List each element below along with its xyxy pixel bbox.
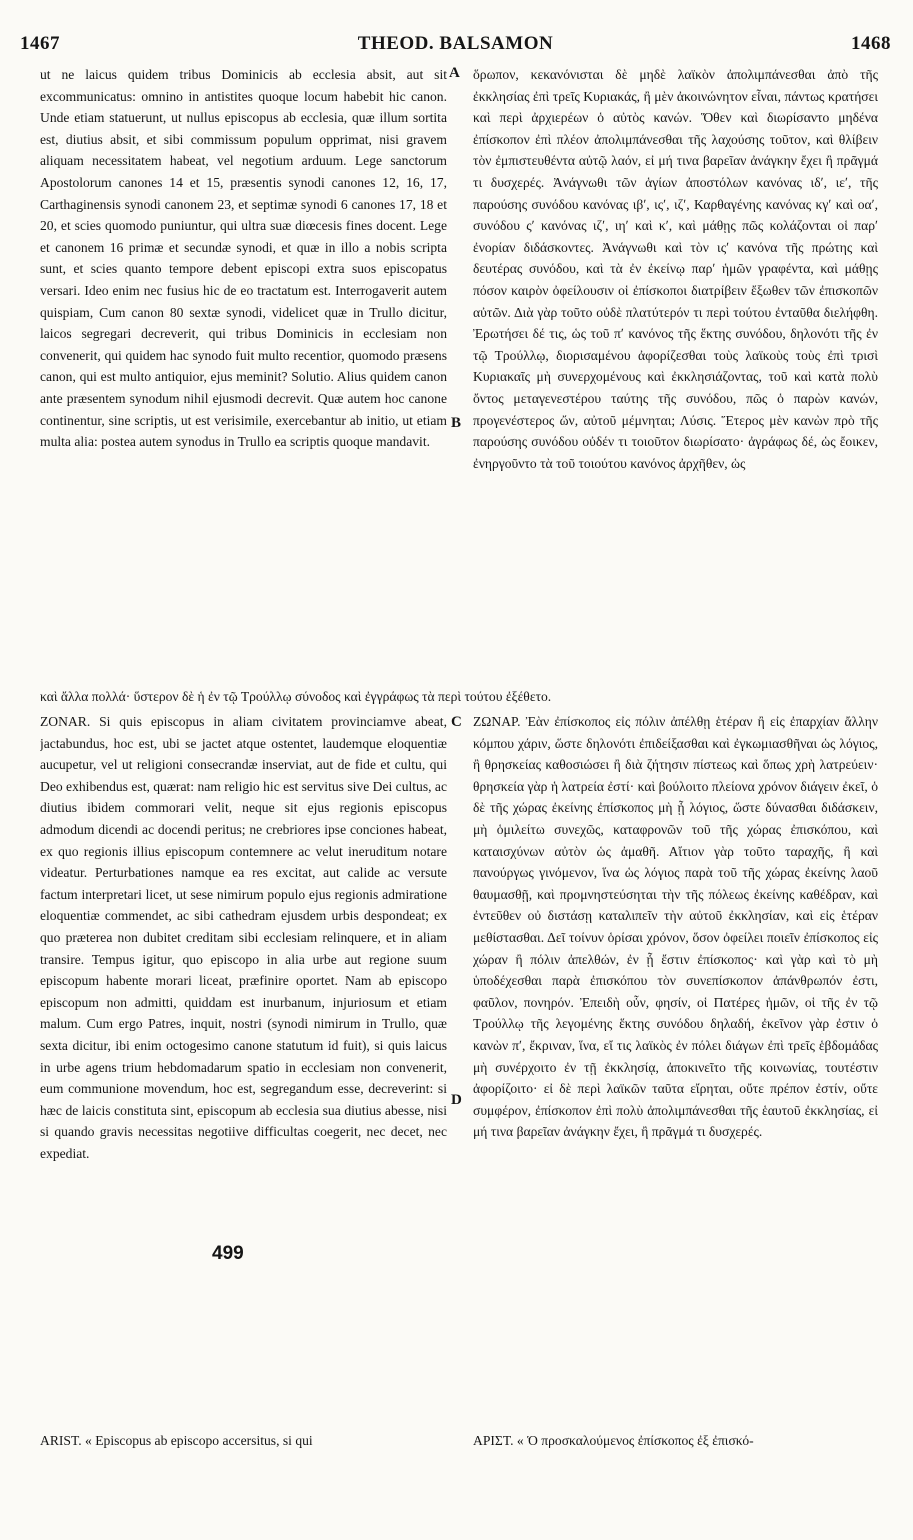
latin-commentary-balsamon: ut ne laicus quidem tribus Dominicis ab ecclesia absit, aut sit excommunicatus: omnino in antistites quoque locum habebit hic canon. Unde etiam statuerunt, ut nullus episcopus ab ecclesia, quæ illum sortita est, diutius absit, et sibi commissum populum opprimat, nisi gravem aliquam necessitatem habeat, vel negotium arduum. Lege sanctorum Apostolorum canones 14 et 15, præsentis synodi canones 12, 16, 17, Carthaginensis synodi canonem 23, et septimæ synodi 6 canones 17, 18 et 20, et scies quomodo puniuntur, qui ultra suæ diœcesis fines docent. Lege et canonem 16 primæ et secundæ synodi, et quæ in illo a nobis scripta sunt, et scies quanto tempore debent episcopi extra suos episcopatus versari. Ideo enim nec fusius hic de eo tractatum est. Interrogaverit autem quispiam, Cum canon 80 sextæ synodi, videlicet quæ in Trullo dicitur, laicos segregari decreverit, qui tribus Dominicis in ecclesiam non convenerit, qui quidem hac synodo fuit multo recentior, quomodo præsens canon, qui est multo antiquior, ejus meminit? Solutio. Alius quidem canon ante præsentem synodum nihil ejusmodi decrevit. Quæ autem hoc canone continentur, sine scriptis, ut est verisimile, exercebantur ab initio, ut etiam multa alia: postea autem synodus in Trullo ea scriptis quoque mandavit. (40, 67, 447, 450)
latin-aristenus-start: ARIST. « Episcopus ab episcopo accersitus, si qui (40, 1433, 313, 1448)
running-title: THEOD. BALSAMON (357, 33, 554, 54)
section-marker-a: A (449, 65, 460, 81)
running-header (20, 33, 891, 59)
page-number-right: 1468 (851, 33, 891, 54)
greek-commentary-zonaras: ΖΩΝΑΡ. Ἐὰν ἐπίσκοπος εἰς πόλιν ἀπέλθῃ ἑτέραν ἢ εἰς ἐπαρχίαν ἄλλην κόμπου χάριν, ὥστε δηλονότι ἐπιδείξασθαι καὶ ἐγκωμιασθῆναι ὡς λόγιος, ἢ θρησκείας καθοσιώσει ἢ διὰ ζήτησιν πίστεως καὶ ὅπως χρὴ λατρεύειν· θρησκεία γὰρ ἡ λατρεία ἐστί· καὶ βούλοιτο πλείονα χρόνον διάγειν ἐκεῖ, ὁ δὲ τῆς χώρας ἐκείνης ἐπίσκοπος μὴ ᾖ λόγιος, ὥστε δύνασθαι διδάσκειν, μὴ ὁμιλείτω συνεχῶς, καταφρονῶν τοῦ τῆς χώρας ἐπισκόπου, καὶ καταισχύνων αὐτὸν ὡς ἀμαθῆ. Αἴτιον γὰρ τοῦτο ταραχῆς, ἢ καὶ πανούργως γινόμενον, ἵνα ὡς λόγιος παρὰ τοῦ τῆς χώρας ἐκείνης λαοῦ θαυμασθῇ, καὶ προμνηστεύσηται τὴν τῆς πόλεως ἐκείνης καθέδραν, καὶ ἐντεῦθεν οὐ διστάσῃ καταλιπεῖν τὴν αὐτοῦ ἐκκλησίαν, καὶ εἰς ἑτέραν μεθίστασθαι. Δεῖ τοίνυν ὁρίσαι χρόνον, ὅσον ὀφείλει ποιεῖν ἐπίσκοπος εἰς χώραν ἢ πόλιν ἀπελθών, ἐν ᾗ ἔστιν ἐπίσκοπος· καὶ γὰρ καὶ τὸ μὴ ὑποδέχεσθαι παρὰ ἐπισκόπου τὸν συνεπίσκοπον ἀπάνθρωπόν ἐστι, φαῦλον, πονηρόν. Ἐπειδὴ οὖν, φησίν, οἱ Πατέρες ἡμῶν, οἱ τῆς ἐν τῷ Τρούλλῳ τῆς λεγομένης ἕκτης συνόδου δηλαδή, ἐκεῖνον γὰρ ἐστιν ὁ κανὼν πʹ, ἔκριναν, ἵνα, εἴ τις λαϊκὸς ἐν πόλει διάγων ἐπὶ τρεῖς ἑβδομάδας μὴ συνέρχοιτο ἐν τῇ ἐκκλησίᾳ, ἀποκινεῖτο τῆς κοινωνίας, τουτέστιν ἀφορίζοιτο· εἰ δὲ περὶ λαϊκῶν ταῦτα εἴρηται, οὔτε πρέπον ἐστίν, οὔτε συμφέρον, ἐπίσκοπον ἐπὶ πολὺ ἀπολιμπάνεσθαι τῆς ἑαυτοῦ ἐκκλησίας, εἰ μή τινα βαρεῖαν ἀνάγκην ἔχει, ἢ πρᾶγμά τι δυσχερές. (473, 714, 878, 1140)
greek-commentary-balsamon: ὅρωπον, κεκανόνισται δὲ μηδὲ λαϊκὸν ἀπολιμπάνεσθαι ἀπὸ τῆς ἐκκλησίας ἐπὶ τρεῖς Κυριακάς, ἢ μὲν ἀκοινώνητον εἶναι, πάντως κρατήσει καὶ περὶ ἀρχιερέων ὁ αὐτὸς κανών. Ὅθεν καὶ διωρίσαντο μηδένα ἐπίσκοπον ἐπὶ πλέον ἀπολιμπάνεσθαι τῆς λαχούσης τοῦτον, καὶ θλίβειν τὸν ἐμπιστευθέντα αὐτῷ λαόν, εἰ μή τινα βαρεῖαν ἀνάγκην ἔχει ἢ πρᾶγμά τι δυσχερές. Ἀνάγνωθι τῶν ἁγίων ἀποστόλων κανόνας ιδʹ, ιεʹ, τῆς παρούσης συνόδου κανόνας ιβʹ, ιςʹ, ιζʹ, Καρθαγένης κανόνας κγʹ καὶ οαʹ, συνόδου ςʹ κανόνας ιζʹ, ιηʹ καὶ κʹ, καὶ μάθῃς πῶς κολάζονται οἱ παρʹ ἐνορίαν διδάσκοντες. Ἀνάγνωθι καὶ τὸν ιςʹ κανόνα τῆς πρώτης καὶ δευτέρας συνόδου, καὶ τὰ ἐν ἐκείνῳ παρʹ ἡμῶν γραφέντα, καὶ μάθῃς πόσον καιρὸν ὀφείλουσιν οἱ ἐπίσκοποι διατρίβειν ἔξωθεν τῶν ἐπισκοπῶν αὐτῶν. Διὰ γὰρ τοῦτο οὐδὲ πλατύτερόν τι περὶ τούτου ἐνταῦθα διελήφθη. Ἐρωτήσει δέ τις, ὡς τοῦ πʹ κανόνος τῆς ἕκτης συνόδου, δηλονότι τῆς ἐν τῷ Τρούλλῳ, διορισαμένου ἀφορίζεσθαι τοὺς λαϊκοὺς τοὺς ἐπὶ τρισὶ Κυριακαῖς μὴ συνερχομένους καὶ ἐκκλησιάζοντας, τοῦ καὶ κατὰ πολὺ ὄντος μεταγενεστέρου ταύτης τῆς συνόδου, πῶς ὁ παρὼν κανών, προγενέστερος ὤν, αὐτοῦ μέμνηται; Λύσις. Ἕτερος μὲν κανὼν πρὸ τῆς παρούσης συνόδου οὐδέν τι τοιοῦτον διωρίσατο· ἀγράφως δέ, ὡς ἔοικεν, ἐνηργοῦντο τὰ τοῦ τοιούτου κανόνος ἀρχῆθεν, ὡς (473, 67, 878, 471)
column-number: 499 (212, 1243, 244, 1264)
section-marker-b: B (451, 415, 462, 431)
greek-continuation-line: καὶ ἄλλα πολλά· ὕστερον δὲ ἡ ἐν τῷ Τρούλλῳ σύνοδος καὶ ἐγγράφως τὰ περὶ τούτου ἐξέθετο. (40, 689, 552, 704)
section-marker-c: C (451, 714, 462, 730)
section-marker-d: D (451, 1092, 462, 1108)
greek-aristenus-start: ΑΡΙΣΤ. « Ὁ προσκαλούμενος ἐπίσκοπος ἐξ ἐπισκό- (473, 1433, 754, 1448)
page-number-left: 1467 (20, 33, 60, 54)
latin-commentary-zonaras: ZONAR. Si quis episcopus in aliam civitatem provinciamve abeat, jactabundus, hoc est, ubi se jactet atque ostentet, laudemque eloquentiæ aucupetur, vel ut religioni consecrandæ inserviat, aut de fide et cultu, qui Deo exhibendus est, quærat: nam religio hic est servitus sive Dei cultus, ac diutius ibidem commorari velit, neque sit ejus regionis episcopus admodum dicendi ac docendi peritus; ne crebriores ipse conciones habeat, ex quo regionis illius episcopum contemnere ac velut ineruditum notare videatur. Perturbationes namque ea res excitat, aut calide ac versute factum interpretari licet, ut sese nimirum populo ejus regionis admiratione eloquentiæ commendet, ac sibi cathedram ejusdem urbis despondeat; ex quo præterea non dubitet creditam sibi ecclesiam relinquere, et in aliam transire. Tempus igitur, quo episcopo in alia urbe aut regione suum episcopum habente morari liceat, præfinire oportet. Nam ab episcopo episcopum non admitti, quiddam est inurbanum, injuriosum et etiam malum. Cum ergo Patres, inquit, nostri (synodi nimirum in Trullo, quæ sexta dicitur, ibi enim octogesimo canone statutum id fuit), si quis laicus in urbe agens trium hebdomadarum spatio in ecclesiam non convenerit, eum communione movendum, hoc est, segregandum esse, decreverint: si hæc de laicis constituta sint, episcopum ab ecclesia sua diutius abesse, nisi si quando gravis necessitas negotiive difficultas coegerit, nec decet, nec expediat. (40, 714, 447, 1161)
